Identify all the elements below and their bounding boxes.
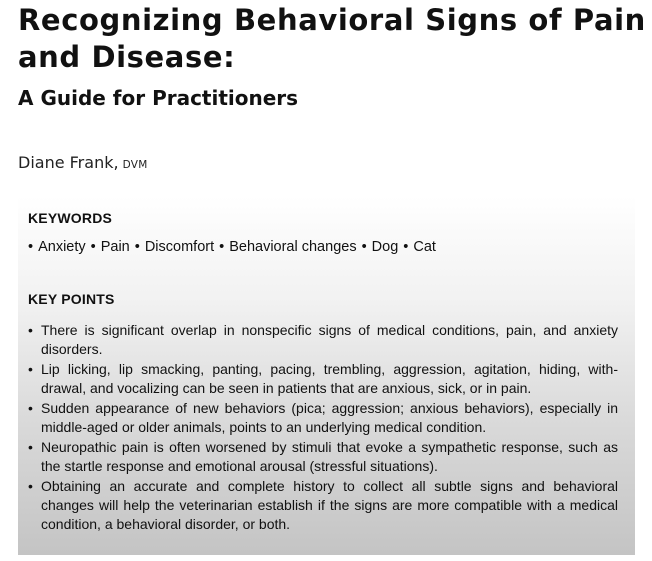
author-name: Diane Frank, bbox=[18, 153, 119, 172]
key-point-item bbox=[28, 477, 618, 534]
key-point-text: Sudden appearance of new behaviors (pica; aggression; anxious behaviors), especially in middle-aged or older animals, points to an underlying medical condition. bbox=[41, 400, 618, 435]
bullet-icon: • bbox=[28, 361, 33, 377]
keyword: Cat bbox=[413, 239, 436, 255]
keyword-separator: • bbox=[134, 239, 140, 255]
bullet-icon: • bbox=[28, 478, 33, 494]
keyword: Anxiety bbox=[38, 239, 86, 255]
keywords-list bbox=[28, 237, 436, 257]
keyword-bullet: • bbox=[28, 239, 34, 255]
author-credential: DVM bbox=[122, 159, 148, 171]
keyword: Discomfort bbox=[144, 239, 215, 255]
key-point-text: There is significant overlap in nonspecific signs of medical conditions, pain, and anxiety disorders. bbox=[41, 322, 618, 357]
keyword-separator: • bbox=[403, 239, 409, 255]
key-points-list bbox=[28, 321, 618, 535]
key-point-item bbox=[28, 360, 618, 398]
keyword-separator: • bbox=[90, 239, 96, 255]
key-point-item bbox=[28, 399, 618, 437]
bullet-icon: • bbox=[28, 322, 33, 338]
bullet-icon: • bbox=[28, 400, 33, 416]
summary-box bbox=[18, 196, 635, 555]
key-point-text: Neuropathic pain is often worsened by stimuli that evoke a sympathetic response, such as the startle response and emotional arousal (stressful situations). bbox=[41, 439, 618, 474]
author-line bbox=[18, 152, 148, 176]
bullet-icon: • bbox=[28, 439, 33, 455]
key-points-heading: KEY POINTS bbox=[28, 291, 115, 307]
keyword-separator: • bbox=[219, 239, 225, 255]
key-point-text: Obtaining an accurate and complete history to collect all subtle signs and behavioral changes will help the veterinarian establish if the signs are more compatible with a medical condition, a behavioral disorder, or both. bbox=[41, 478, 618, 532]
keyword-separator: • bbox=[361, 239, 367, 255]
keyword: Dog bbox=[371, 239, 399, 255]
keywords-heading: KEYWORDS bbox=[28, 210, 113, 226]
keyword: Pain bbox=[100, 239, 130, 255]
key-point-item bbox=[28, 438, 618, 476]
keyword: Behavioral changes bbox=[229, 239, 357, 255]
key-point-text: Lip licking, lip smacking, panting, pacing, trembling, aggression, agitation, hiding, with-drawal, and vocalizing can be seen in patients that are anxious, sick, or in pain. bbox=[41, 361, 618, 396]
key-point-item bbox=[28, 321, 618, 359]
article-title: Recognizing Behavioral Signs of Pain and Disease: bbox=[18, 3, 646, 74]
article-subtitle: A Guide for Practitioners bbox=[18, 86, 299, 110]
